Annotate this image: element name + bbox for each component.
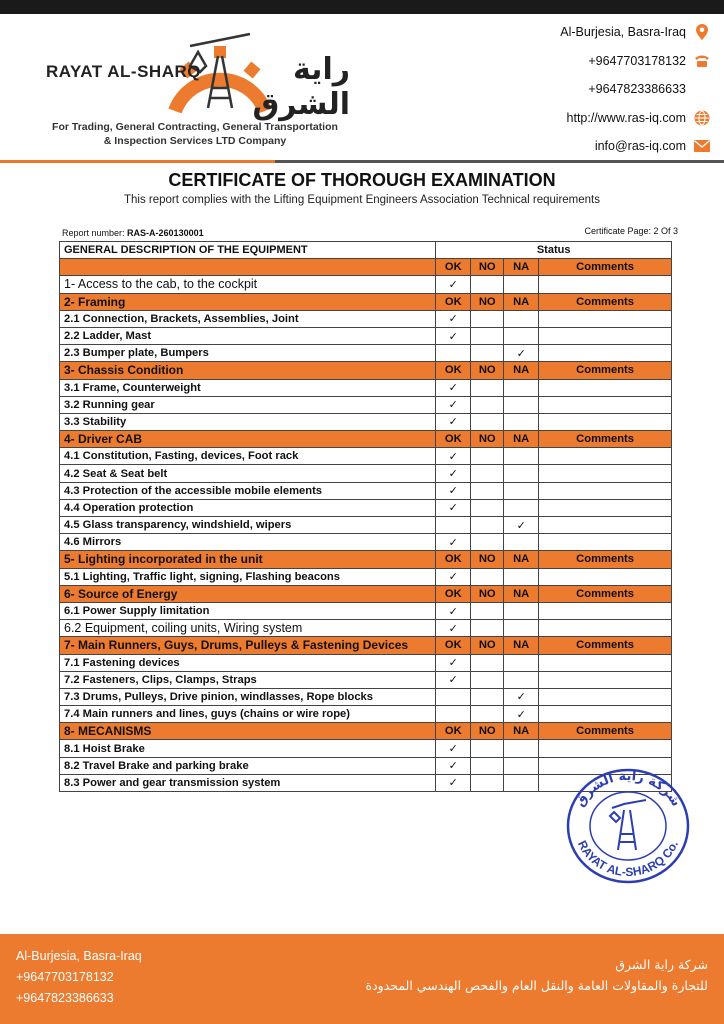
item-label: 4.1 Constitution, Fasting, devices, Foot rack [60, 448, 436, 465]
certificate-page: Certificate Page: 2 Of 3 [584, 226, 678, 236]
section-label: 4- Driver CAB [60, 431, 436, 448]
comments-cell[interactable] [539, 620, 672, 637]
status-na-cell[interactable] [504, 499, 539, 516]
status-no-cell[interactable] [471, 276, 504, 293]
item-label: 1- Access to the cab, to the cockpit [60, 276, 436, 293]
checkmark-icon: ✓ [448, 673, 458, 687]
status-na-cell[interactable] [504, 448, 539, 465]
table-row [60, 482, 672, 499]
tagline-line-1: For Trading, General Contracting, General Transportation [52, 121, 338, 133]
table-row [60, 379, 672, 396]
checkmark-icon: ✓ [448, 312, 458, 326]
col-comments-header: Comments [539, 551, 672, 568]
item-label: 7.3 Drums, Pulleys, Drive pinion, windlasses, Rope blocks [60, 688, 436, 705]
status-na-cell[interactable] [504, 534, 539, 551]
svg-text:RAYAT AL-SHARQ Co. [575, 838, 681, 879]
comments-cell[interactable] [539, 396, 672, 413]
col-no-header: NO [471, 431, 504, 448]
report-meta [62, 226, 680, 240]
status-ok-cell[interactable] [436, 499, 471, 516]
status-ok-cell[interactable] [436, 568, 471, 585]
footer-address: Al-Burjesia, Basra-Iraq [16, 949, 142, 963]
website-text[interactable]: http://www.ras-iq.com [566, 110, 686, 125]
comments-cell[interactable] [539, 706, 672, 723]
item-label: 4.5 Glass transparency, windshield, wipers [60, 517, 436, 534]
comments-cell[interactable] [539, 688, 672, 705]
status-na-cell[interactable] [504, 757, 539, 774]
certificate-title: CERTIFICATE OF THOROUGH EXAMINATION [168, 170, 556, 190]
status-no-cell[interactable] [471, 706, 504, 723]
status-ok-cell[interactable] [436, 379, 471, 396]
contact-email [450, 132, 710, 161]
checkmark-icon: ✓ [448, 329, 458, 343]
comments-cell[interactable] [539, 671, 672, 688]
status-na-cell[interactable] [504, 482, 539, 499]
top-bar [0, 0, 724, 14]
inspection-table [59, 241, 672, 792]
table-row [60, 448, 672, 465]
checkmark-icon: ✓ [516, 346, 526, 360]
col-comments-header: Comments [539, 723, 672, 740]
checkmark-icon: ✓ [448, 656, 458, 670]
checkmark-icon: ✓ [448, 449, 458, 463]
comments-cell[interactable] [539, 327, 672, 344]
checkmark-icon: ✓ [448, 570, 458, 584]
checkmark-icon: ✓ [448, 277, 458, 291]
status-no-cell[interactable] [471, 448, 504, 465]
col-ok-header: OK [436, 431, 471, 448]
item-label: 8.2 Travel Brake and parking brake [60, 757, 436, 774]
col-comments-header: Comments [539, 585, 672, 602]
table-row [60, 327, 672, 344]
item-label: 3.2 Running gear [60, 396, 436, 413]
status-ok-cell[interactable] [436, 534, 471, 551]
item-label: 2.2 Ladder, Mast [60, 327, 436, 344]
table-row [60, 499, 672, 516]
col-comments-header: Comments [539, 259, 672, 276]
col-no-header: NO [471, 293, 504, 310]
status-no-cell[interactable] [471, 465, 504, 482]
status-ok-cell[interactable] [436, 276, 471, 293]
contact-website [450, 104, 710, 133]
section-header-row [60, 637, 672, 654]
section-label [60, 259, 436, 276]
brand-tagline [40, 120, 350, 148]
status-ok-cell[interactable] [436, 757, 471, 774]
comments-cell[interactable] [539, 413, 672, 430]
checkmark-icon: ✓ [516, 707, 526, 721]
status-ok-cell[interactable] [436, 602, 471, 619]
contact-address [450, 18, 710, 47]
stamp-text-bottom: RAYAT AL-SHARQ Co. [574, 838, 682, 880]
table-row [60, 310, 672, 327]
col-ok-header: OK [436, 362, 471, 379]
status-na-cell[interactable] [504, 310, 539, 327]
status-na-cell[interactable] [504, 688, 539, 705]
footer-contacts [16, 946, 142, 1009]
status-ok-cell[interactable] [436, 448, 471, 465]
table-row [60, 654, 672, 671]
section-label: 7- Main Runners, Guys, Drums, Pulleys & Fastening Devices [60, 637, 436, 654]
address-text: Al-Burjesia, Basra-Iraq [560, 25, 686, 40]
status-no-cell[interactable] [471, 482, 504, 499]
phone-1-text[interactable]: +9647703178132 [588, 53, 686, 68]
status-ok-cell[interactable] [436, 671, 471, 688]
col-na-header: NA [504, 551, 539, 568]
status-na-cell[interactable] [504, 671, 539, 688]
status-ok-cell[interactable] [436, 396, 471, 413]
brand-name-ar: راية الشرق [252, 52, 350, 122]
table-row [60, 688, 672, 705]
checkmark-icon: ✓ [448, 501, 458, 515]
status-ok-cell[interactable] [436, 327, 471, 344]
phone-2-text[interactable]: +9647823386633 [588, 82, 686, 97]
col-comments-header: Comments [539, 431, 672, 448]
comments-cell[interactable] [539, 482, 672, 499]
status-na-cell[interactable] [504, 774, 539, 791]
item-label: 7.4 Main runners and lines, guys (chains or wire rope) [60, 706, 436, 723]
comments-cell[interactable] [539, 276, 672, 293]
checkmark-icon: ✓ [448, 759, 458, 773]
footer-phone-2[interactable]: +9647823386633 [16, 991, 114, 1005]
section-header-row [60, 431, 672, 448]
col-no-header: NO [471, 723, 504, 740]
status-na-cell[interactable] [504, 517, 539, 534]
comments-cell[interactable] [539, 465, 672, 482]
status-no-cell[interactable] [471, 413, 504, 430]
comments-cell[interactable] [539, 379, 672, 396]
status-na-cell[interactable] [504, 706, 539, 723]
email-text[interactable]: info@ras-iq.com [594, 139, 686, 154]
table-header-row [60, 242, 672, 259]
status-no-cell[interactable] [471, 517, 504, 534]
status-no-cell[interactable] [471, 396, 504, 413]
status-ok-cell[interactable] [436, 310, 471, 327]
status-na-cell[interactable] [504, 602, 539, 619]
status-no-cell[interactable] [471, 688, 504, 705]
checkmark-icon: ✓ [448, 484, 458, 498]
col-ok-header: OK [436, 293, 471, 310]
table-row [60, 602, 672, 619]
header-description: GENERAL DESCRIPTION OF THE EQUIPMENT [60, 242, 436, 259]
item-label: 6.2 Equipment, coiling units, Wiring system [60, 620, 436, 637]
col-no-header: NO [471, 637, 504, 654]
status-no-cell[interactable] [471, 757, 504, 774]
col-na-header: NA [504, 637, 539, 654]
checkmark-icon: ✓ [448, 742, 458, 756]
table-row [60, 534, 672, 551]
table-row [60, 671, 672, 688]
item-label: 4.6 Mirrors [60, 534, 436, 551]
col-na-header: NA [504, 723, 539, 740]
status-na-cell[interactable] [504, 379, 539, 396]
status-no-cell[interactable] [471, 379, 504, 396]
comments-cell[interactable] [539, 517, 672, 534]
report-number [62, 228, 204, 238]
status-no-cell[interactable] [471, 774, 504, 791]
status-ok-cell[interactable] [436, 465, 471, 482]
table-row [60, 568, 672, 585]
checkmark-icon: ✓ [448, 398, 458, 412]
status-na-cell[interactable] [504, 465, 539, 482]
envelope-icon [694, 138, 710, 154]
col-comments-header: Comments [539, 637, 672, 654]
location-pin-icon [694, 24, 710, 40]
footer-arabic [366, 954, 708, 996]
status-columns-row [60, 259, 672, 276]
status-na-cell[interactable] [504, 345, 539, 362]
stamp-derrick-icon [610, 800, 646, 850]
checkmark-icon: ✓ [448, 535, 458, 549]
footer-ar-line-1: شركة راية الشرق [615, 957, 708, 972]
col-na-header: NA [504, 431, 539, 448]
footer-ar-line-2: للتجارة والمقاولات العامة والنقل العام والفحص الهندسي المحدودة [365, 978, 708, 993]
table-row [60, 740, 672, 757]
item-label: 7.2 Fasteners, Clips, Clamps, Straps [60, 671, 436, 688]
col-comments-header: Comments [539, 293, 672, 310]
item-label: 3.1 Frame, Counterweight [60, 379, 436, 396]
section-header-row [60, 585, 672, 602]
status-no-cell[interactable] [471, 602, 504, 619]
comments-cell[interactable] [539, 499, 672, 516]
section-header-row [60, 362, 672, 379]
checkmark-icon: ✓ [448, 621, 458, 635]
comments-cell[interactable] [539, 740, 672, 757]
section-label: 3- Chassis Condition [60, 362, 436, 379]
status-ok-cell[interactable] [436, 482, 471, 499]
status-ok-cell[interactable] [436, 413, 471, 430]
item-label: 4.2 Seat & Seat belt [60, 465, 436, 482]
col-na-header: NA [504, 293, 539, 310]
section-header-row [60, 551, 672, 568]
status-na-cell[interactable] [504, 327, 539, 344]
status-ok-cell[interactable] [436, 706, 471, 723]
col-no-header: NO [471, 551, 504, 568]
certificate-subtitle: This report complies with the Lifting Equipment Engineers Association Technical requirements [123, 194, 600, 206]
item-label: 2.1 Connection, Brackets, Assemblies, Joint [60, 310, 436, 327]
item-label: 6.1 Power Supply limitation [60, 602, 436, 619]
checkmark-icon: ✓ [448, 381, 458, 395]
table-row [60, 517, 672, 534]
table-row [60, 706, 672, 723]
status-ok-cell[interactable] [436, 740, 471, 757]
comments-cell[interactable] [539, 310, 672, 327]
section-label: 6- Source of Energy [60, 585, 436, 602]
col-ok-header: OK [436, 551, 471, 568]
checkmark-icon: ✓ [448, 604, 458, 618]
status-ok-cell[interactable] [436, 774, 471, 791]
item-label: 8.3 Power and gear transmission system [60, 774, 436, 791]
col-no-header: NO [471, 362, 504, 379]
section-header-row [60, 723, 672, 740]
table-row [60, 345, 672, 362]
status-na-cell[interactable] [504, 413, 539, 430]
status-ok-cell[interactable] [436, 688, 471, 705]
col-ok-header: OK [436, 723, 471, 740]
status-no-cell[interactable] [471, 654, 504, 671]
item-label: 8.1 Hoist Brake [60, 740, 436, 757]
comments-cell[interactable] [539, 345, 672, 362]
status-na-cell[interactable] [504, 740, 539, 757]
report-number-value: RAS-A-260130001 [127, 228, 204, 238]
status-no-cell[interactable] [471, 345, 504, 362]
tagline-line-2: & Inspection Services LTD Company [103, 135, 287, 147]
col-na-header: NA [504, 585, 539, 602]
report-number-label: Report number: [62, 228, 125, 238]
status-no-cell[interactable] [471, 740, 504, 757]
table-row [60, 413, 672, 430]
comments-cell[interactable] [539, 602, 672, 619]
status-na-cell[interactable] [504, 654, 539, 671]
col-no-header: NO [471, 585, 504, 602]
stamp-text-top: شركة راية الشرق [572, 768, 684, 810]
col-ok-header: OK [436, 585, 471, 602]
comments-cell[interactable] [539, 654, 672, 671]
contact-block [450, 18, 710, 161]
brand-name-en: RAYAT AL-SHARQ [46, 62, 201, 81]
status-no-cell[interactable] [471, 671, 504, 688]
item-label: 4.4 Operation protection [60, 499, 436, 516]
status-ok-cell[interactable] [436, 620, 471, 637]
checkmark-icon: ✓ [516, 690, 526, 704]
col-ok-header: OK [436, 259, 471, 276]
status-no-cell[interactable] [471, 620, 504, 637]
checkmark-icon: ✓ [448, 776, 458, 790]
blank-icon-slot [694, 81, 710, 97]
col-na-header: NA [504, 259, 539, 276]
comments-cell[interactable] [539, 534, 672, 551]
checkmark-icon: ✓ [448, 415, 458, 429]
item-label: 5.1 Lighting, Traffic light, signing, Flashing beacons [60, 568, 436, 585]
status-no-cell[interactable] [471, 310, 504, 327]
status-na-cell[interactable] [504, 620, 539, 637]
company-logo [40, 22, 350, 147]
table-row [60, 465, 672, 482]
status-na-cell[interactable] [504, 276, 539, 293]
status-no-cell[interactable] [471, 534, 504, 551]
comments-cell[interactable] [539, 448, 672, 465]
footer-phone-1[interactable]: +9647703178132 [16, 970, 114, 984]
table-row [60, 620, 672, 637]
contact-phone-1 [450, 47, 710, 76]
table-row [60, 396, 672, 413]
page-footer [0, 934, 724, 1024]
status-na-cell[interactable] [504, 396, 539, 413]
item-label: 2.3 Bumper plate, Bumpers [60, 345, 436, 362]
contact-phone-2 [450, 75, 710, 104]
table-row [60, 276, 672, 293]
status-no-cell[interactable] [471, 499, 504, 516]
header-status: Status [436, 242, 672, 259]
status-no-cell[interactable] [471, 327, 504, 344]
status-na-cell[interactable] [504, 568, 539, 585]
checkmark-icon: ✓ [516, 518, 526, 532]
telephone-icon [694, 53, 710, 69]
item-label: 7.1 Fastening devices [60, 654, 436, 671]
status-ok-cell[interactable] [436, 517, 471, 534]
section-label: 5- Lighting incorporated in the unit [60, 551, 436, 568]
company-stamp [564, 766, 692, 886]
status-ok-cell[interactable] [436, 654, 471, 671]
item-label: 3.3 Stability [60, 413, 436, 430]
col-na-header: NA [504, 362, 539, 379]
status-no-cell[interactable] [471, 568, 504, 585]
section-header-row [60, 293, 672, 310]
col-comments-header: Comments [539, 362, 672, 379]
section-label: 8- MECANISMS [60, 723, 436, 740]
col-no-header: NO [471, 259, 504, 276]
globe-icon [694, 110, 710, 126]
status-ok-cell[interactable] [436, 345, 471, 362]
item-label: 4.3 Protection of the accessible mobile elements [60, 482, 436, 499]
section-label: 2- Framing [60, 293, 436, 310]
header-divider [0, 160, 724, 163]
col-ok-header: OK [436, 637, 471, 654]
comments-cell[interactable] [539, 568, 672, 585]
checkmark-icon: ✓ [448, 467, 458, 481]
